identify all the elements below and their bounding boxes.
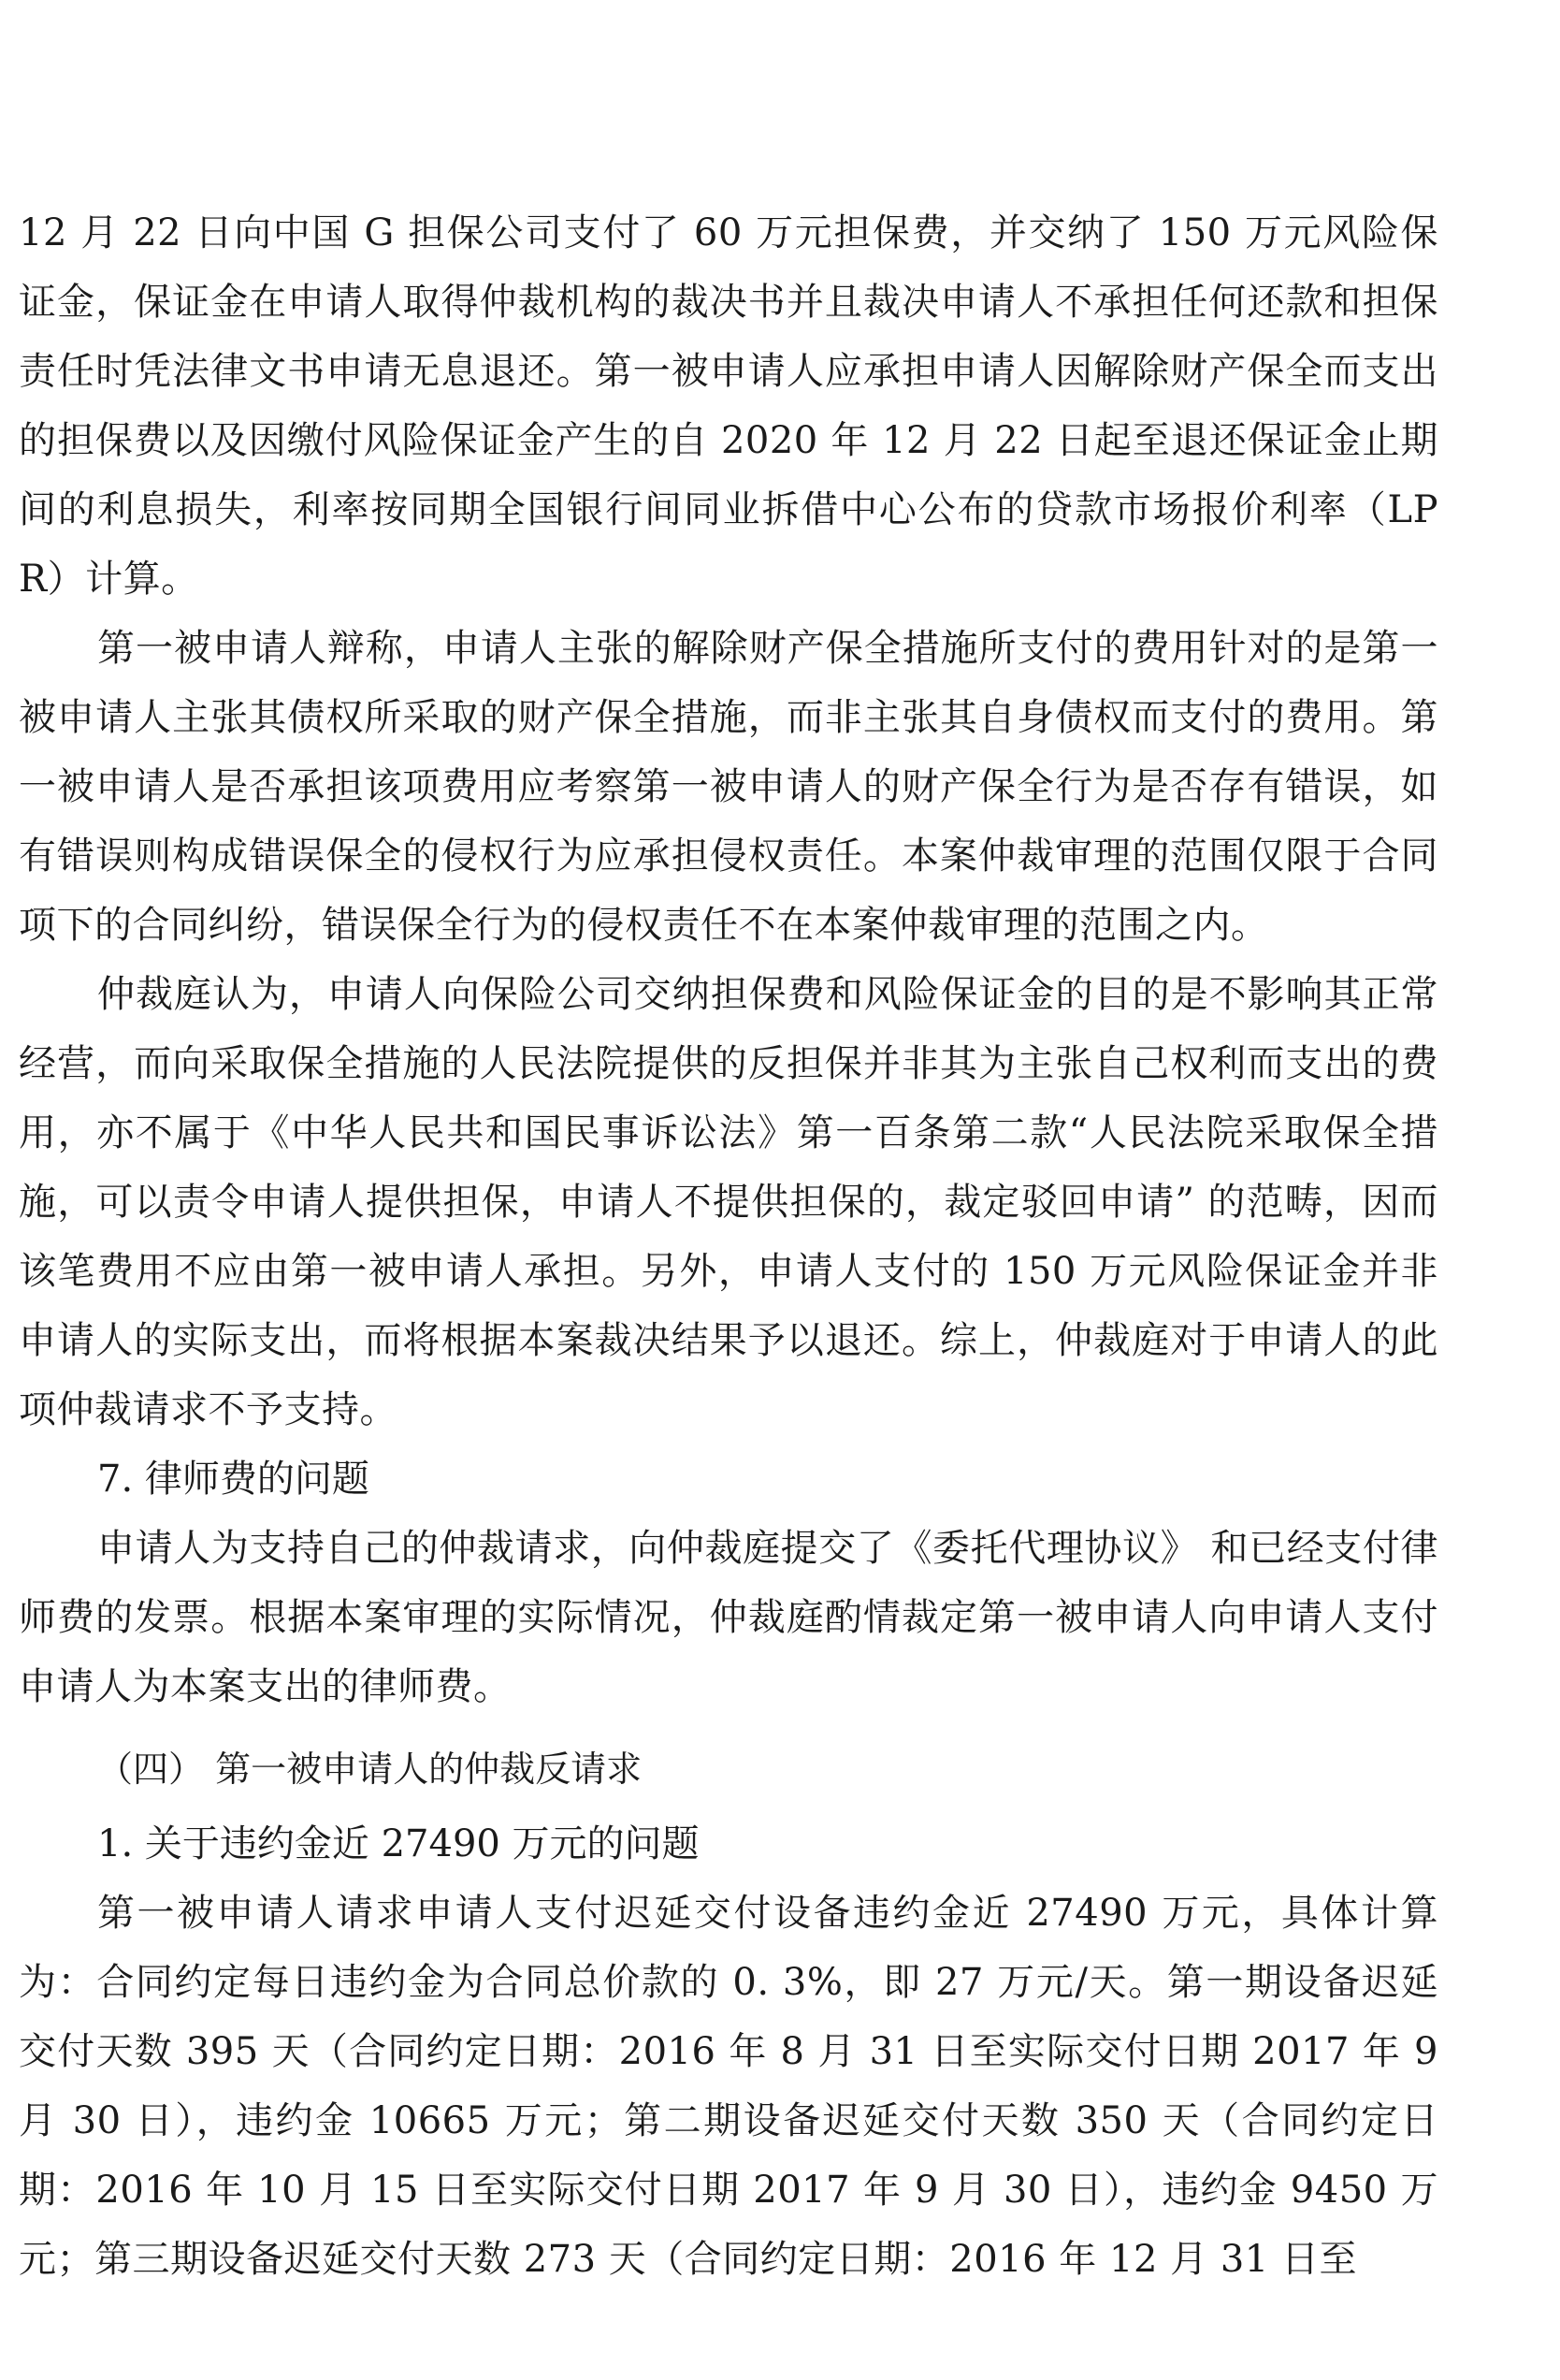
section-heading-lawyer-fees: 7. 律师费的问题 xyxy=(97,1458,369,1501)
paragraph-guarantee-fee-claim: 12 月 22 日向中国 G 担保公司支付了 60 万元担保费，并交纳了 150 万元风险保证金，保证金在申请人取得仲裁机构的裁决书并且裁决申请人不承担任何还款和担保责任时凭法律文书申请无息退还。第一被申请人应承担申请人因解除财产保全而支出的担保费以及因缴付风险保证金产生的自 2020 年 12 月 22 日起至退还保证金止期间的利息损失，利率按同期全国银行间同业拆借中心公布的贷款市场报价利率（LPR）计算。 xyxy=(19,211,1438,601)
paragraph-penalty-calculation: 第一被申请人请求申请人支付迟延交付设备违约金近 27490 万元，具体计算为：合同约定每日违约金为合同总价款的 0. 3%，即 27 万元/天。第一期设备迟延交付天数 395 天（合同约定日期：2016 年 8 月 31 日至实际交付日期 2017 年 9 月 30 日），违约金 10665 万元；第二期设备迟延交付天数 350 天（合同约定日期：2016 年 10 月 15 日至实际交付日期 2017 年 9 月 30 日），违约金 9450 万元；第三期设备迟延交付天数 273 天（合同约定日期：2016 年 12 月 31 日至 xyxy=(19,1892,1438,2281)
document-page xyxy=(19,198,1438,2294)
paragraph-respondent-defense: 第一被申请人辩称，申请人主张的解除财产保全措施所支付的费用针对的是第一被申请人主张其债权所采取的财产保全措施，而非主张其自身债权而支付的费用。第一被申请人是否承担该项费用应考察第一被申请人的财产保全行为是否存有错误，如有错误则构成错误保全的侵权行为应承担侵权责任。本案仲裁审理的范围仅限于合同项下的合同纠纷，错误保全行为的侵权责任不在本案仲裁审理的范围之内。 xyxy=(19,627,1438,947)
section-heading-counterclaim: （四） 第一被申请人的仲裁反请求 xyxy=(97,1749,643,1790)
paragraph-tribunal-opinion: 仲裁庭认为，申请人向保险公司交纳担保费和风险保证金的目的是不影响其正常经营，而向采取保全措施的人民法院提供的反担保并非其为主张自己权利而支出的费用，亦不属于《中华人民共和国民事诉讼法》第一百条第二款“人民法院采取保全措施，可以责令申请人提供担保，申请人不提供担保的，裁定驳回申请” 的范畴，因而该笔费用不应由第一被申请人承担。另外，申请人支付的 150 万元风险保证金并非申请人的实际支出，而将根据本案裁决结果予以退还。综上，仲裁庭对于申请人的此项仲裁请求不予支持。 xyxy=(19,973,1438,1431)
section-heading-penalty: 1. 关于违约金近 27490 万元的问题 xyxy=(97,1822,700,1865)
paragraph-lawyer-fees: 申请人为支持自己的仲裁请求，向仲裁庭提交了《委托代理协议》 和已经支付律师费的发票。根据本案审理的实际情况，仲裁庭酌情裁定第一被申请人向申请人支付申请人为本案支出的律师费。 xyxy=(19,1527,1438,1708)
